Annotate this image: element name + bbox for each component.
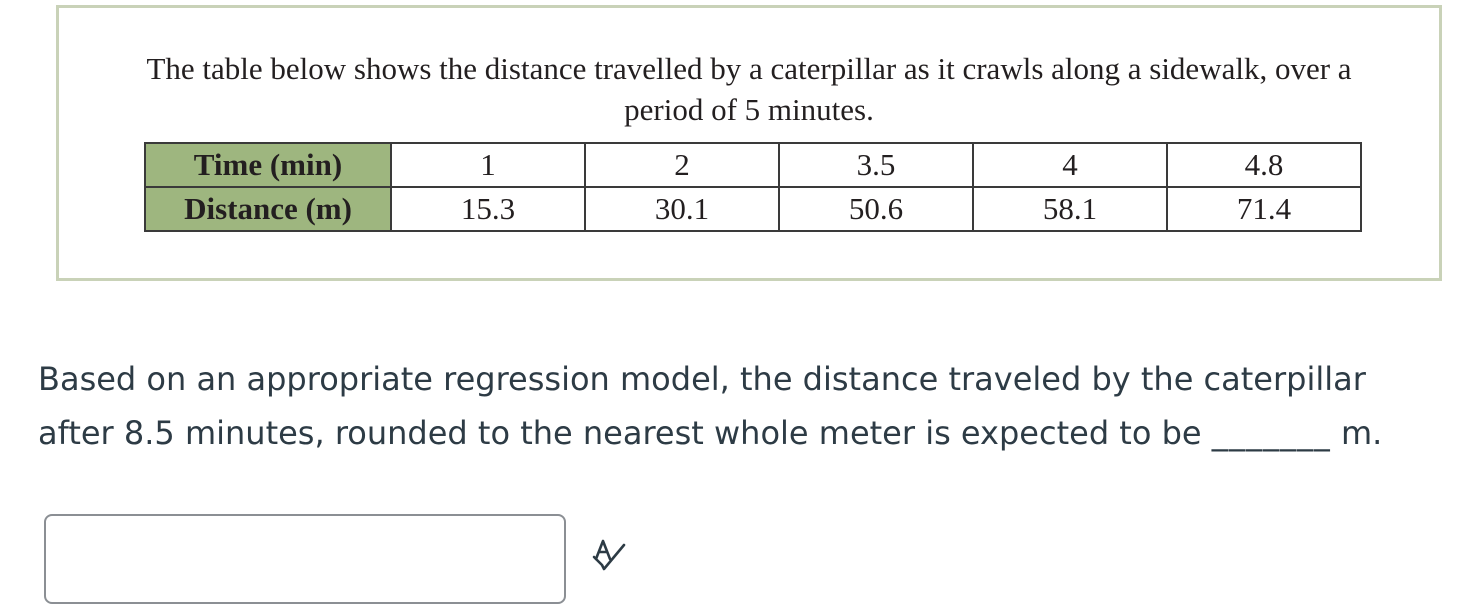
table-cell: 58.1 xyxy=(973,187,1167,231)
intro-line-1: The table below shows the distance travelled by a caterpillar as it crawls along a sidewalk, over a xyxy=(146,51,1352,86)
math-format-icon[interactable] xyxy=(590,535,634,579)
table-cell: 30.1 xyxy=(585,187,779,231)
table-cell: 1 xyxy=(391,143,585,187)
math-format-icon-glyph xyxy=(590,535,634,579)
table-cell: 3.5 xyxy=(779,143,973,187)
table-row-time xyxy=(145,143,1361,187)
question-intro xyxy=(59,48,1439,130)
answer-blank: _______ xyxy=(1211,414,1331,452)
prompt-line-2 xyxy=(38,406,1458,460)
table-cell: 50.6 xyxy=(779,187,973,231)
unit-label: m. xyxy=(1340,414,1383,452)
question-box xyxy=(56,5,1442,281)
row-header-distance: Distance (m) xyxy=(145,187,391,231)
answer-input[interactable] xyxy=(44,514,566,604)
data-table xyxy=(144,142,1362,232)
prompt-line-2-text: after 8.5 minutes, rounded to the nearest whole meter is expected to be xyxy=(38,414,1202,452)
row-header-time: Time (min) xyxy=(145,143,391,187)
table-row-distance xyxy=(145,187,1361,231)
table-cell: 71.4 xyxy=(1167,187,1361,231)
table-cell: 15.3 xyxy=(391,187,585,231)
question-prompt xyxy=(38,352,1458,460)
intro-line-2: period of 5 minutes. xyxy=(624,92,874,127)
table-cell: 4 xyxy=(973,143,1167,187)
table-cell: 2 xyxy=(585,143,779,187)
prompt-line-1: Based on an appropriate regression model, the distance traveled by the caterpillar xyxy=(38,360,1366,398)
table-cell: 4.8 xyxy=(1167,143,1361,187)
